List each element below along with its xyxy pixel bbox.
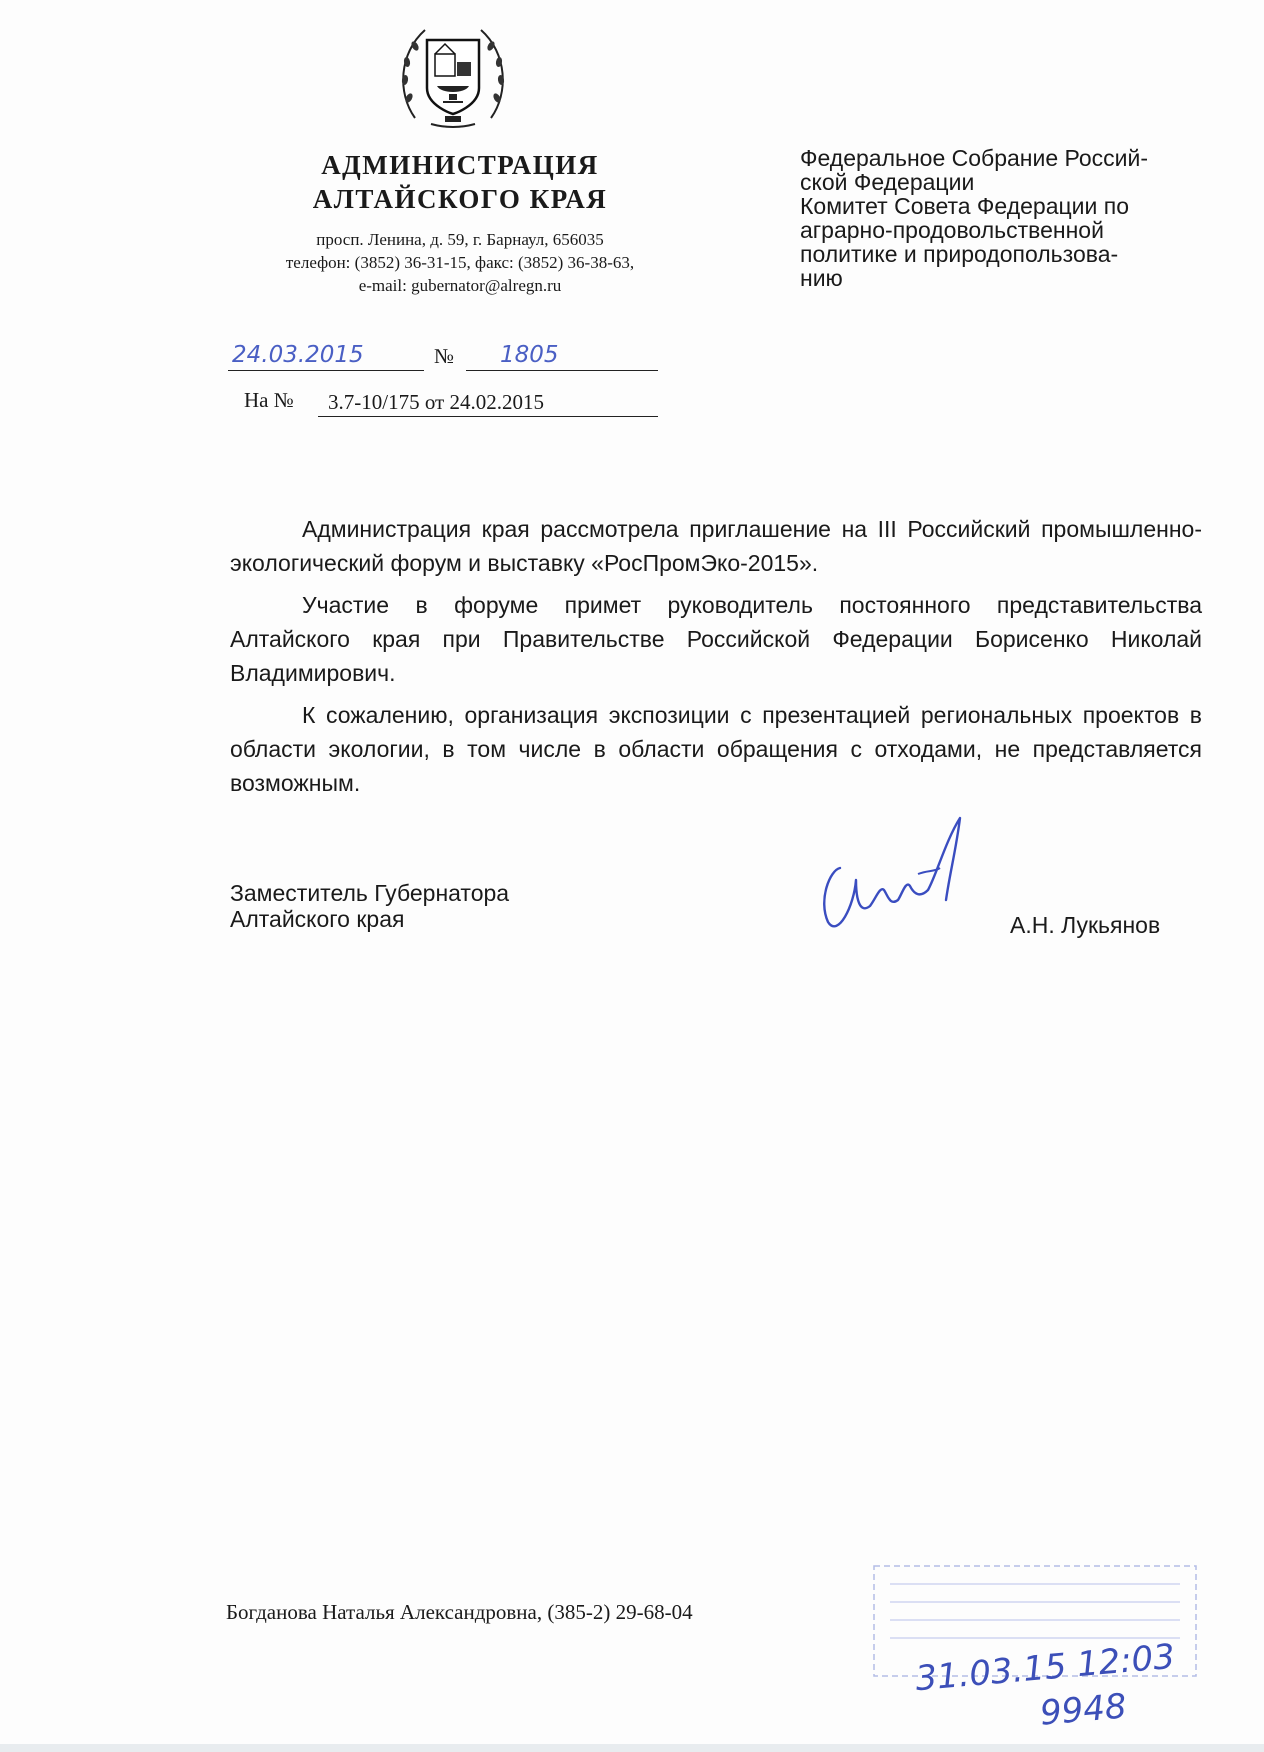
number-underline [466,370,658,371]
scan-edge [0,1744,1264,1752]
addressee-line: ской Федерации [800,169,975,195]
signatory-position [230,880,509,932]
stamp-date-time: 31.03.15 12:03 [913,1636,1177,1700]
addressee-line: политике и природопользова- [800,241,1119,267]
body-paragraph: Участие в форуме примет руководитель постоянного представительства Алтайского края при Правительстве Российской Федерации Борисенко Николай Владимирович. [230,592,1202,686]
position-line2: Алтайского края [230,906,405,932]
reply-underline [318,416,658,417]
addressee-line: Федеральное Собрание Россий- [800,145,1149,171]
signatory-name: А.Н. Лукьянов [1010,912,1161,938]
body-paragraph: К сожалению, организация экспозиции с презентацией региональных проектов в области экологии, в том числе в области обращения с отходами, не представляется возможным. [230,702,1202,796]
stamp-registration-number: 9948 [1038,1686,1129,1734]
outgoing-date: 24.03.2015 [232,342,364,368]
addressee-line: нию [800,265,843,291]
date-underline [228,370,424,371]
org-name-line1: АДМИНИСТРАЦИЯ [321,150,599,180]
addressee-line: Комитет Совета Федерации по [800,193,1129,219]
reply-label: На № [244,388,294,412]
number-label: № [434,344,455,368]
coat-of-arms-emblem [395,18,511,134]
reply-reference: 3.7-10/175 от 24.02.2015 [328,390,544,414]
letterhead [230,148,690,297]
outgoing-number: 1805 [500,342,559,368]
handwritten-signature [810,810,980,940]
org-phone: телефон: (3852) 36-31-15, факс: (3852) 36-38-63, [285,253,635,272]
body-paragraph: Администрация края рассмотрела приглашение на III Российский промышленно-экологический форум и выставку «РосПромЭко-2015». [230,516,1202,576]
position-line1: Заместитель Губернатора [230,880,510,906]
org-name-line2: АЛТАЙСКОГО КРАЯ [312,184,608,214]
letter-body [230,512,1202,808]
addressee-block [800,146,1220,290]
org-email: e-mail: gubernator@alregn.ru [358,276,562,295]
executor-contact: Богданова Наталья Александровна, (385-2) 29-68-04 [226,1600,693,1624]
addressee-line: аграрно-продовольственной [800,217,1104,243]
org-address: просп. Ленина, д. 59, г. Барнаул, 656035 [316,230,604,249]
